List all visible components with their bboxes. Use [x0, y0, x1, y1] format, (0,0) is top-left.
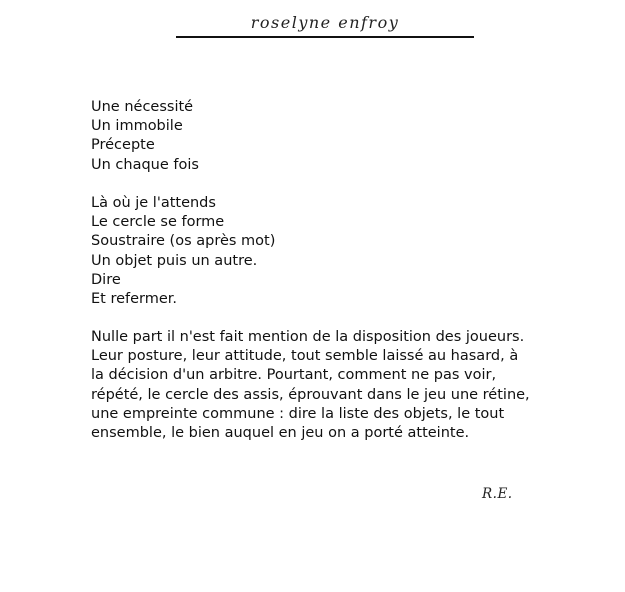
prose-line: répété, le cercle des assis, éprouvant dans le jeu une rétine,: [91, 386, 530, 403]
prose-line: la décision d'un arbitre. Pourtant, comment ne pas voir,: [91, 367, 497, 384]
poem-line: Soustraire (os après mot): [91, 233, 276, 250]
poem-line: Une nécessité: [91, 99, 194, 115]
prose-line: une empreinte commune : dire la liste des objets, le tout: [91, 405, 505, 422]
poem-line: Un chaque fois: [91, 156, 199, 173]
poem-line: Et refermer.: [91, 291, 178, 308]
poem-stanza-2: [91, 194, 275, 309]
prose-paragraph: [91, 328, 561, 443]
poem-line: Un objet puis un autre.: [91, 252, 258, 269]
poem-line: Précepte: [91, 137, 155, 154]
poem-line: Dire: [91, 271, 121, 288]
prose-line: ensemble, le bien auquel en jeu on a porté atteinte.: [91, 425, 470, 442]
prose-line: Leur posture, leur attitude, tout semble laissé au hasard, à: [91, 348, 519, 365]
prose-line: Nulle part il n'est fait mention de la disposition des joueurs.: [91, 329, 525, 345]
poem-line: Là où je l'attends: [91, 195, 216, 211]
header-divider: [176, 36, 474, 38]
signature-initials: R.E.: [482, 486, 513, 502]
poem-line: Le cercle se forme: [91, 214, 225, 231]
poem-line: Un immobile: [91, 118, 183, 135]
author-name: roselyne enfroy: [250, 13, 400, 32]
poem-stanza-1: [91, 98, 199, 175]
